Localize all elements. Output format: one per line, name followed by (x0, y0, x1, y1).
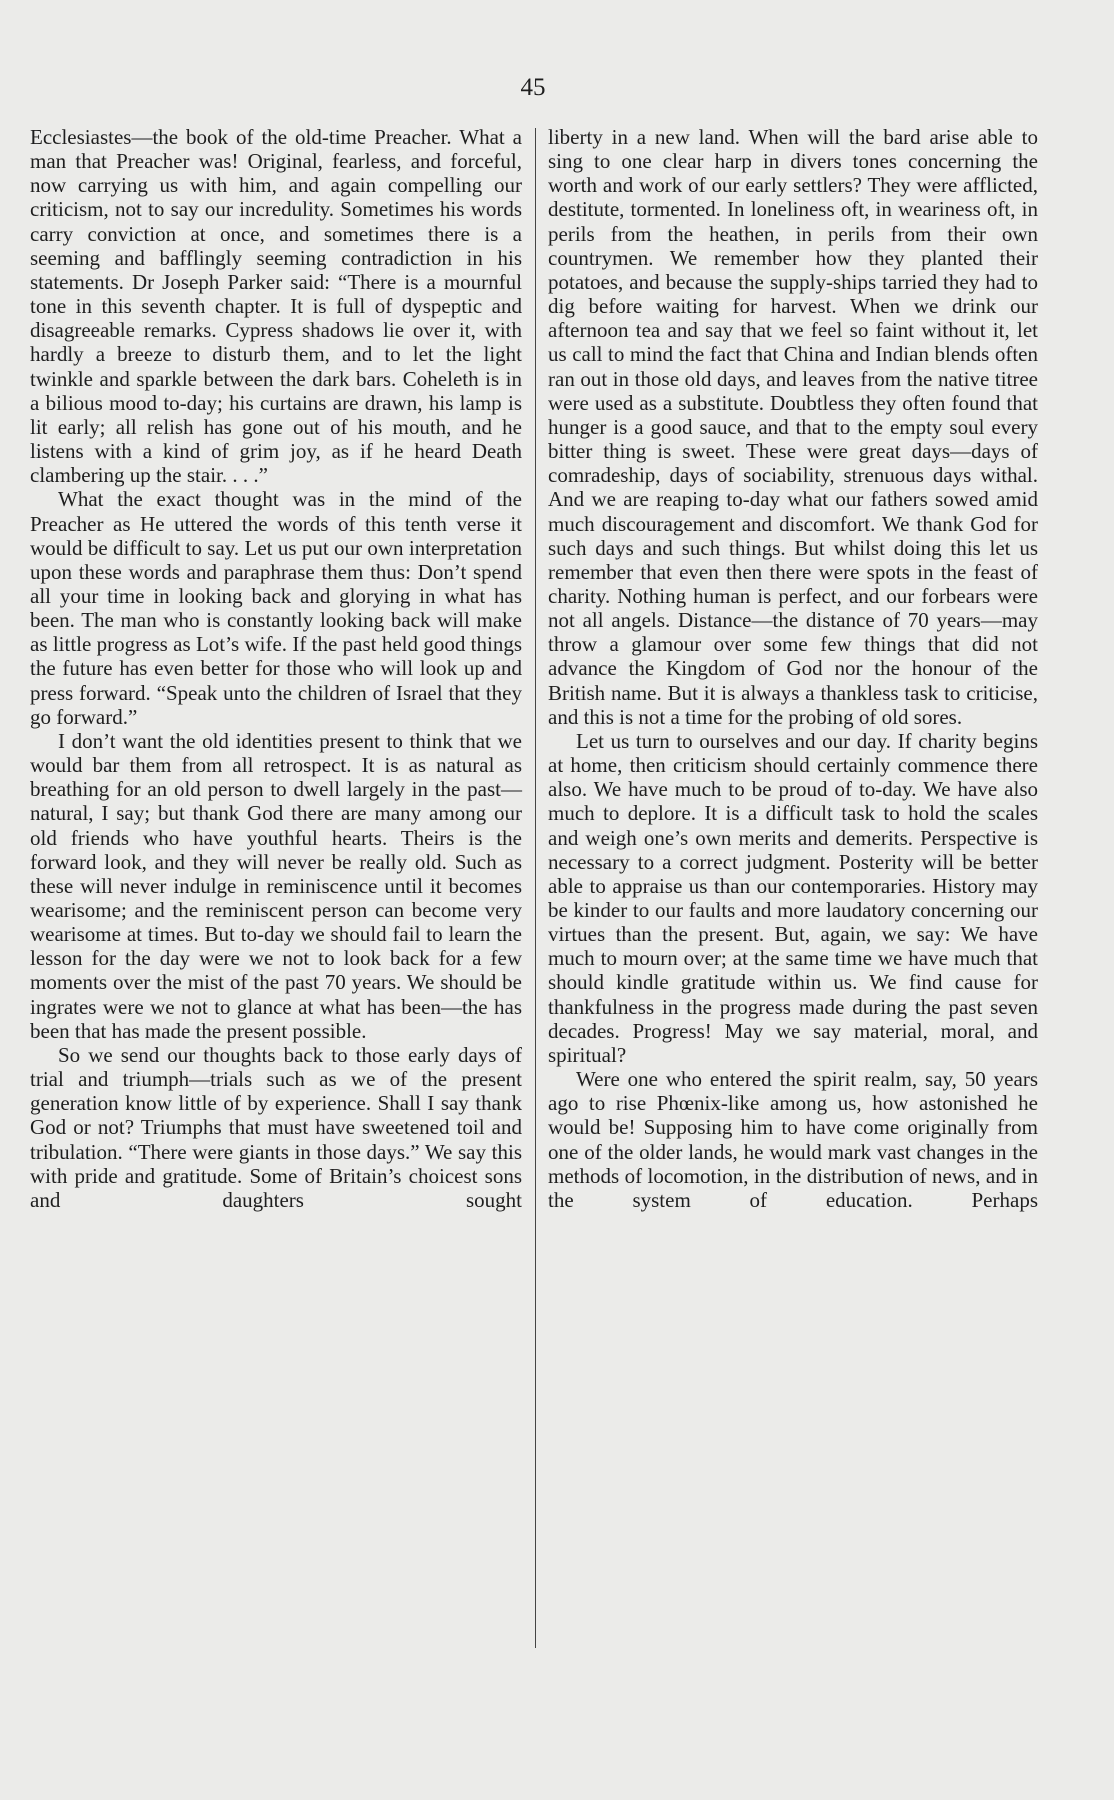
right-paragraph-2: Let us turn to ourselves and our day. If charity begins at home, then criticism should certainly commence there also. We have much to be proud of to-day. We have also much to deplore. It is a difficult task to hold the scales and weigh one’s own merits and demerits. Perspective is necessary to a correct judgment. Posterity will be better able to appraise us than our contemporaries. History may be kinder to our faults and more laudatory concerning our virtues than the present. But, again, we say: We have much to mourn over; at the same time we have much that should kindle gratitude within us. We find cause for thankfulness in the progress made during the past seven decades. Progress! May we say material, moral, and spiritual? (548, 728, 1038, 1067)
page-number: 45 (520, 74, 546, 101)
left-paragraph-1: Ecclesiastes—the book of the old-time Preacher. What a man that Preacher was! Original, fearless, and forceful, now carrying us with him, and again compelling our criticism, not to say our incredulity. Sometimes his words carry conviction at once, and sometimes there is a seeming and bafflingly seeming contradiction in his statements. Dr Joseph Parker said: “There is a mournful tone in this seventh chapter. It is full of dyspeptic and disagreeable remarks. Cypress shadows lie over it, with hardly a breeze to disturb them, and to let the light twinkle and sparkle between the dark bars. Coheleth is in a bilious mood to-day; his curtains are drawn, his lamp is lit early; all relish has gone out of his mouth, and he listens with a kind of grim joy, as if he heard Death clambering up the stair. . . .” (30, 125, 522, 488)
left-paragraph-3: I don’t want the old identities present to think that we would bar them from all retrospect. It is as natural as breathing for an old person to dwell largely in the past—natural, I say; but thank God there are many among our old friends who have youthful hearts. Theirs is the forward look, and they will never be really old. Such as these will never indulge in reminiscence until it becomes wearisome; and the reminiscent person can become very wearisome at times. But to-day we should fail to learn the lesson for the day were we not to look back for a few moments over the mist of the past 70 years. We should be ingrates were we not to glance at what has been—the has been that has made the present possible. (30, 728, 522, 1043)
left-column (30, 125, 522, 1212)
left-paragraph-4: So we send our thoughts back to those early days of trial and triumph—trials such as we of the present generation know little of by experience. Shall I say thank God or not? Triumphs that must have sweetened toil and tribulation. “There were giants in those days.” We say this with pride and gratitude. Some of Britain’s choicest sons and daughters sought (30, 1042, 522, 1212)
right-paragraph-1: liberty in a new land. When will the bard arise able to sing to one clear harp in divers tones concerning the worth and work of our early settlers? They were afflicted, destitute, tormented. In loneliness oft, in weariness oft, in perils from the heathen, in perils from their own countrymen. We remember how they planted their potatoes, and because the supply-ships tarried they had to dig before waiting for harvest. When we drink our afternoon tea and say that we feel so faint without it, let us call to mind the fact that China and Indian blends often ran out in those old days, and leaves from the native titree were used as a substitute. Doubtless they often found that hunger is a good sauce, and that to the empty soul every bitter thing is sweet. These were great days—days of comradeship, days of sociability, strenuous days withal. And we are reaping to-day what our fathers sowed amid much discouragement and discomfort. We thank God for such days and such things. But whilst doing this let us remember that even then there were spots in the feast of charity. Nothing human is perfect, and our forbears were not all angels. Distance—the distance of 70 years—may throw a glamour over some few things that did not advance the Kingdom of God nor the honour of the British name. But it is always a thankless task to criticise, and this is not a time for the probing of old sores. (548, 125, 1038, 729)
right-column (548, 125, 1038, 1212)
right-paragraph-3: Were one who entered the spirit realm, say, 50 years ago to rise Phœnix-like among us, how astonished he would be! Supposing him to have come originally from one of the older lands, he would mark vast changes in the methods of locomotion, in the distribution of news, and in the system of education. Perhaps (548, 1067, 1038, 1212)
left-paragraph-2: What the exact thought was in the mind of the Preacher as He uttered the words of this tenth verse it would be difficult to say. Let us put our own interpretation upon these words and paraphrase them thus: Don’t spend all your time in looking back and glorying in what has been. The man who is constantly looking back will make as little progress as Lot’s wife. If the past held good things the future has even better for those who will look up and press forward. “Speak unto the children of Israel that they go forward.” (30, 487, 522, 729)
column-divider (535, 128, 536, 1648)
